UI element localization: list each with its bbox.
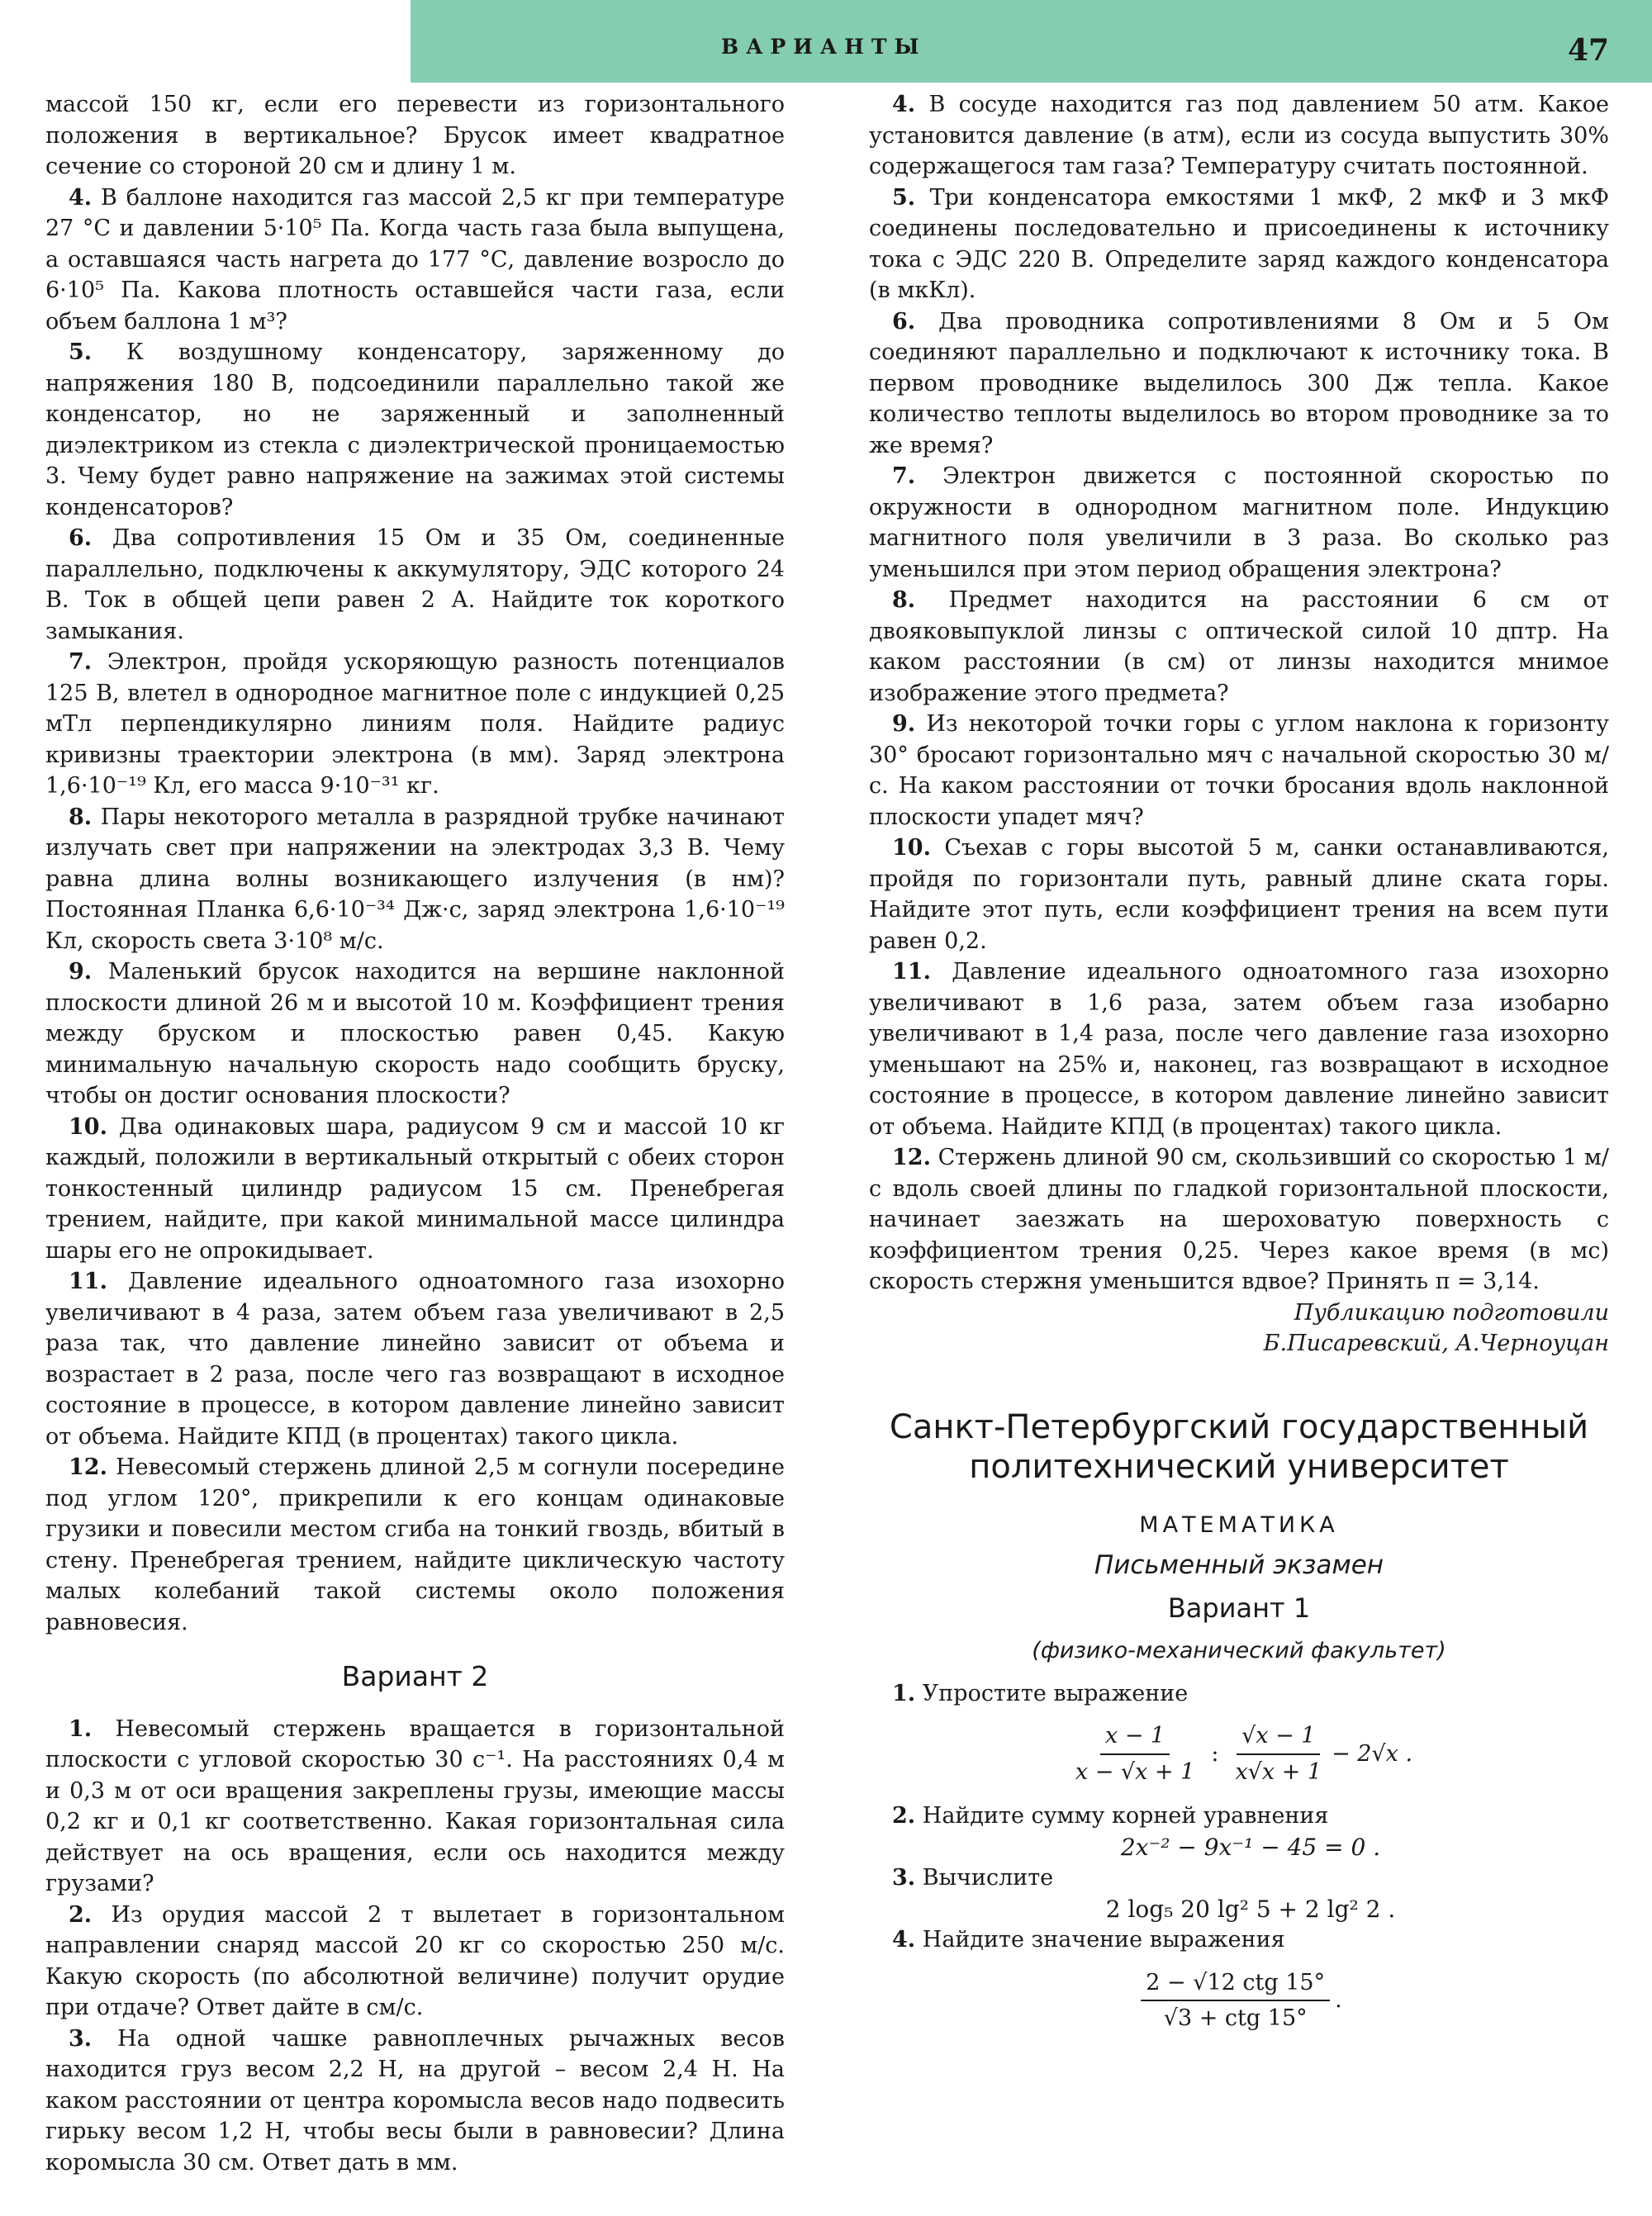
right-column [869, 89, 1609, 2048]
problem-number: 12. [892, 1145, 931, 1170]
fraction-denominator: x√x + 1 [1235, 1758, 1322, 1785]
problem-11 [869, 956, 1609, 1142]
formula-tail: . [1335, 1987, 1342, 2014]
fraction-denominator: √3 + ctg 15° [1163, 2005, 1308, 2031]
v2-problem-1 [45, 1714, 785, 1900]
fraction-numerator: x − 1 [1100, 1720, 1170, 1755]
problem-number: 6. [892, 308, 916, 335]
problem-number: 4. [69, 184, 93, 211]
formula-2: 2x⁻² − 9x⁻¹ − 45 = 0 . [1120, 1833, 1381, 1861]
problem-10 [869, 833, 1609, 956]
problem-number: 9. [69, 959, 93, 985]
variant-2-heading: Вариант 2 [341, 1660, 489, 1692]
problem-text: Из орудия массой 2 т вылетает в горизонтальном направлении снаряд массой 20 кг со скоростью 250 м/с. Какую скорость (по абсолютной величине) получит орудие при отдаче? Ответ дайте в см/с. [45, 1901, 785, 2020]
problem-text: Давление идеального одноатомного газа изохорно увеличивают в 4 раза, затем объем газа увеличивают в 2,5 раза так, что давление линейно зависит от объема и возрастает в 2 раза, после чего газ возвращают в исходное состояние в процессе, в котором давление линейно зависит от объема. Найдите КПД (в процентах) такого цикла. [45, 1269, 786, 1450]
formula-1 [869, 1720, 1609, 1787]
math-problem-1 [869, 1678, 1609, 1710]
problem-5 [869, 183, 1609, 306]
exam-heading: Письменный экзамен [1094, 1550, 1384, 1580]
problem-text: Невесомый стержень вращается в горизонтальной плоскости с угловой скоростью 30 с⁻¹. На расстояниях 0,4 м и 0,3 м от оси вращения закреплены грузы, имеющие массы 0,2 кг и 0,1 кг соответственно. Какая горизонтальная сила действует на ось вращения, если ось находится между грузами? [45, 1715, 785, 1896]
problem-text: Электрон движется с постоянной скоростью по окружности в однородном магнитном поле. Индукцию магнитного поля увеличили в 3 раза. Во сколько раз уменьшился при этом период обращения электрона? [869, 463, 1609, 582]
problem-number: 3. [892, 1865, 916, 1891]
problem-text: Стержень длиной 90 см, скользивший со скоростью 1 м/с вдоль своей длины по гладкой горизонтальной плоскости, начинает заезжать на шероховатую поверхность с коэффициентом трения 0,25. Через какое время (в мс) скорость стержня уменьшится вдвое? Принять π = 3,14. [869, 1145, 1609, 1294]
v2-problem-3 [45, 2024, 785, 2179]
problem-11 [45, 1266, 785, 1452]
problem-4 [45, 183, 785, 338]
problem-7 [45, 647, 785, 802]
problem-number: 3. [69, 2025, 93, 2052]
attribution-line-1: Публикацию подготовили [1294, 1299, 1609, 1326]
fraction-2 [1230, 1720, 1327, 1787]
problem-text: В баллоне находится газ массой 2,5 кг при температуре 27 °С и давлении 5·10⁵ Па. Когда часть газа была выпущена, а оставшаяся часть нагрета до 177 °С, давление возросло до 6·10⁵ Па. Какова плотность оставшейся части газа, если объем баллона 1 м³? [45, 184, 785, 335]
formula-tail: − 2√x . [1332, 1740, 1413, 1767]
page-number: 47 [1568, 33, 1610, 68]
problem-text: Невесомый стержень длиной 2,5 м согнули посередине под углом 120°, прикрепили к его концам одинаковые грузики и повесили местом сгиба на тонкий гвоздь, вбитый в стену. Пренебрегая трением, найдите циклическую частоту малых колебаний такой системы около положения равновесия. [45, 1454, 785, 1635]
problem-text: На одной чашке равноплечных рычажных весов находится груз весом 2,2 Н, на другой – весом 2,4 Н. На каком расстоянии от центра коромысла весов надо подвесить гирьку весом 1,2 Н, чтобы весы были в равновесии? Длина коромысла 30 см. Ответ дать в мм. [45, 2025, 785, 2176]
problem-text: Предмет находится на расстоянии 6 см от двояковыпуклой линзы с оптической силой 10 дптр. На каком расстоянии (в см) от линзы находится мнимое изображение этого предмета? [869, 587, 1609, 706]
problem-12 [45, 1452, 785, 1638]
problem-text: Маленький брусок находится на вершине наклонной плоскости длиной 26 м и высотой 10 м. Коэффициент трения между бруском и плоскостью равен 0,45. Какую минимальную начальную скорость надо сообщить бруску, чтобы он достиг основания плоскости? [45, 959, 785, 1108]
problem-text: Из некоторой точки горы с углом наклона к горизонту 30° бросают горизонтально мяч с начальной скоростью 30 м/с. На каком расстоянии от точки бросания вдоль наклонной плоскости упадет мяч? [869, 711, 1609, 830]
problem-text: Три конденсатора емкостями 1 мкФ, 2 мкФ и 3 мкФ соединены последовательно и присоединены к источнику тока с ЭДС 220 В. Определите заряд каждого конденсатора (в мкКл). [869, 184, 1609, 303]
subject-heading: МАТЕМАТИКА [1139, 1511, 1339, 1538]
v2-problem-2 [45, 1900, 785, 2024]
problem-8 [45, 802, 785, 957]
fraction-1 [1070, 1720, 1199, 1787]
colon-operator: : [1211, 1740, 1219, 1767]
problem-number: 10. [69, 1113, 107, 1140]
problem-text: Пары некоторого металла в разрядной трубке начинают излучать свет при напряжении на электродах 3,3 В. Чему равна длина волны возникающего излучения (в нм)? Постоянная Планка 6,6·10⁻³⁴ Дж·с, заряд электрона 1,6·10⁻¹⁹ Кл, скорость света 3·10⁸ м/с. [45, 804, 785, 954]
formula-4 [869, 1967, 1609, 2034]
university-heading: Санкт-Петербургский государственный политехнический университет [889, 1407, 1589, 1486]
problem-number: 6. [69, 525, 93, 551]
attribution-line-2: Б.Писаревский, А.Черноуцан [1263, 1331, 1609, 1356]
fraction-numerator: √x − 1 [1237, 1720, 1320, 1755]
problem-text: Найдите значение выражения [922, 1927, 1285, 1953]
problem-number: 4. [892, 1927, 916, 1953]
problem-9 [869, 709, 1609, 833]
problem-number: 7. [892, 463, 916, 489]
problem-5 [45, 337, 785, 523]
problem-number: 11. [892, 959, 931, 985]
running-header-title: ВАРИАНТЫ [721, 35, 927, 59]
problem-number: 9. [892, 711, 916, 737]
formula-3: 2 log₅ 20 lg² 5 + 2 lg² 2 . [1105, 1895, 1396, 1923]
problem-number: 2. [892, 1803, 916, 1829]
problem-text: Упростите выражение [922, 1680, 1189, 1706]
problem-6 [869, 306, 1609, 462]
problem-number: 1. [69, 1715, 93, 1742]
problem-text: Электрон, пройдя ускоряющую разность потенциалов 125 В, влетел в однородное магнитное поле с индукцией 0,25 мТл перпендикулярно линиям поля. Найдите радиус кривизны траектории электрона (в мм). Заряд электрона 1,6·10⁻¹⁹ Кл, его масса 9·10⁻³¹ кг. [45, 649, 785, 799]
faculty-heading: (физико-механический факультет) [1032, 1638, 1446, 1663]
problem-number: 12. [69, 1454, 107, 1480]
header-bar [411, 0, 1652, 83]
problem-number: 2. [69, 1901, 93, 1928]
problem-number: 5. [69, 339, 93, 365]
problem-text: Два сопротивления 15 Ом и 35 Ом, соединенные параллельно, подключены к аккумулятору, ЭДС которого 24 В. Ток в общей цепи равен 2 А. Найдите ток короткого замыкания. [45, 525, 786, 644]
problem-text: Съехав с горы высотой 5 м, санки останавливаются, пройдя по горизонтали путь, равный длине ската горы. Найдите этот путь, если коэффициент трения на всем пути равен 0,2. [869, 835, 1609, 954]
fraction-numerator: 2 − √12 ctg 15° [1141, 1967, 1330, 2002]
problem-7 [869, 461, 1609, 585]
continued-problem: массой 150 кг, если его перевести из горизонтального положения в вертикальное? Брусок имеет квадратное сечение со стороной 20 см и длину 1 м. [45, 92, 785, 179]
problem-text: Вычислите [922, 1865, 1054, 1891]
problem-12 [869, 1142, 1609, 1298]
problem-8 [869, 585, 1609, 709]
problem-text: Давление идеального одноатомного газа изохорно увеличивают в 1,6 раза, затем объем газа изобарно увеличивают в 1,4 раза, после чего давление газа изохорно уменьшают на 25% и, наконец, газ возвращают в исходное состояние в процессе, в котором давление линейно зависит от объема. Найдите КПД (в процентах) такого цикла. [869, 959, 1609, 1140]
problem-4 [869, 89, 1609, 183]
variant-1-heading: Вариант 1 [1167, 1592, 1311, 1624]
math-problem-2 [869, 1801, 1609, 1832]
problem-number: 8. [69, 804, 93, 830]
problem-9 [45, 956, 785, 1112]
problem-number: 8. [892, 587, 916, 613]
problem-number: 7. [69, 649, 93, 675]
math-problem-3 [869, 1862, 1609, 1894]
problem-number: 4. [892, 92, 916, 117]
problem-number: 10. [892, 835, 931, 861]
problem-text: В сосуде находится газ под давлением 50 атм. Какое установится давление (в атм), если из сосуда выпустить 30% содержащегося там газа? Температуру считать постоянной. [869, 92, 1609, 179]
problem-number: 11. [69, 1269, 107, 1294]
fraction-3 [1141, 1967, 1330, 2034]
left-column [45, 89, 785, 2178]
problem-text: Два проводника сопротивлениями 8 Ом и 5 Ом соединяют параллельно и подключают к источнику тока. В первом проводнике выделилось 300 Дж тепла. Какое количество теплоты выделилось во втором проводнике за то же время? [869, 308, 1609, 458]
problem-number: 5. [892, 184, 916, 211]
math-problem-4 [869, 1924, 1609, 1956]
problem-number: 1. [892, 1680, 916, 1706]
problem-text: Два одинаковых шара, радиусом 9 см и массой 10 кг каждый, положили в вертикальный открытый с обеих сторон тонкостенный цилиндр радиусом 15 см. Пренебрегая трением, найдите, при какой минимальной массе цилиндра шары его не опрокидывает. [45, 1113, 785, 1264]
problem-6 [45, 523, 785, 647]
fraction-denominator: x − √x + 1 [1075, 1758, 1195, 1785]
problem-text: К воздушному конденсатору, заряженному до напряжения 180 В, подсоединили параллельно такой же конденсатор, но не заряженный и заполненный диэлектриком из стекла с диэлектрической проницаемостью 3. Чему будет равно напряжение на зажимах этой системы конденсаторов? [45, 339, 785, 520]
problem-10 [45, 1112, 785, 1267]
problem-text: Найдите сумму корней уравнения [922, 1803, 1329, 1829]
